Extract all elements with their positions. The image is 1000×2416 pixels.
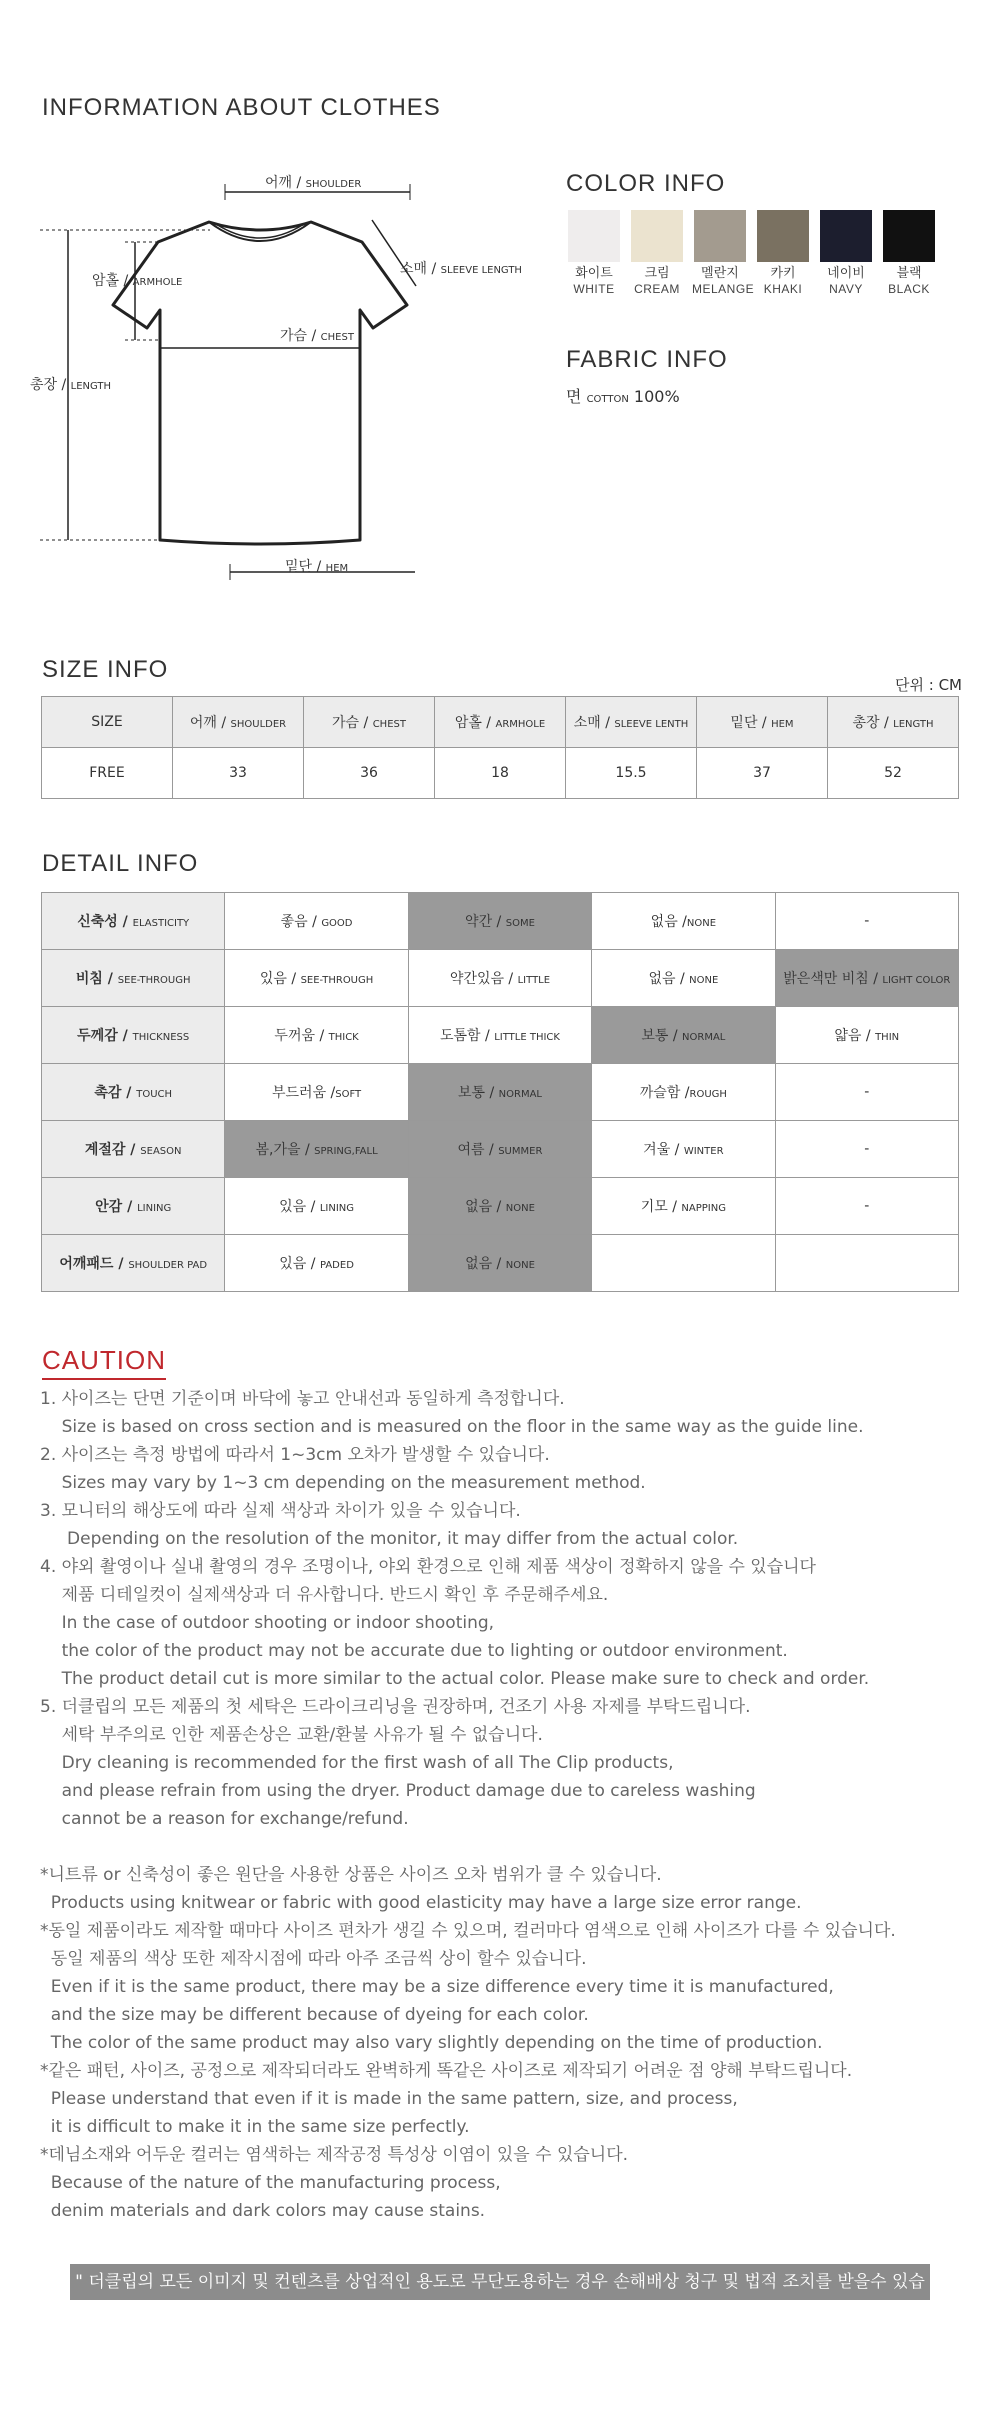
caution-line: Because of the nature of the manufacturing process, bbox=[40, 2173, 501, 2193]
detail-option: 약간있음 / LITTLE bbox=[408, 950, 591, 1007]
size-header-cell: 밑단 / HEM bbox=[697, 697, 828, 748]
detail-option: 없음 / NONE bbox=[408, 1235, 591, 1292]
length-label: 총장 / LENGTH bbox=[30, 377, 112, 393]
caution-line: The product detail cut is more similar to the actual color. Please make sure to check and order. bbox=[40, 1669, 870, 1689]
size-table-header bbox=[42, 697, 959, 748]
detail-option: 약간 / SOME bbox=[408, 893, 591, 950]
caution-line: Depending on the resolution of the monitor, it may differ from the actual color. bbox=[40, 1529, 739, 1549]
detail-label: 비침 / SEE-THROUGH bbox=[42, 950, 225, 1007]
caution-line: Dry cleaning is recommended for the first wash of all The Clip products, bbox=[40, 1753, 674, 1773]
detail-option bbox=[592, 1235, 775, 1292]
fabric-info-title: FABRIC INFO bbox=[566, 346, 728, 373]
detail-option: 봄,가을 / SPRING,FALL bbox=[225, 1121, 408, 1178]
detail-option: 보통 / NORMAL bbox=[408, 1064, 591, 1121]
caution-line: and the size may be different because of dyeing for each color. bbox=[40, 2005, 589, 2025]
caution-line: and please refrain from using the dryer. Product damage due to careless washing bbox=[40, 1781, 756, 1801]
detail-option: 얇음 / THIN bbox=[775, 1007, 958, 1064]
caution-line: 3. 모니터의 해상도에 따라 실제 색상과 차이가 있을 수 있습니다. bbox=[40, 1501, 521, 1521]
detail-option: - bbox=[775, 1178, 958, 1235]
detail-option: 부드러움 /SOFT bbox=[225, 1064, 408, 1121]
table-row bbox=[42, 1121, 959, 1178]
caution-line: Sizes may vary by 1~3 cm depending on the measurement method. bbox=[40, 1473, 646, 1493]
size-cell: FREE bbox=[42, 748, 173, 799]
size-header-cell: 소매 / SLEEVE LENTH bbox=[566, 697, 697, 748]
size-cell: 36 bbox=[304, 748, 435, 799]
table-row bbox=[42, 1007, 959, 1064]
swatch-color bbox=[757, 210, 809, 262]
detail-option: 좋음 / GOOD bbox=[225, 893, 408, 950]
caution-line: 제품 디테일컷이 실제색상과 더 유사합니다. 반드시 확인 후 주문해주세요. bbox=[40, 1585, 609, 1605]
detail-option: 여름 / SUMMER bbox=[408, 1121, 591, 1178]
size-unit: 단위 : CM bbox=[895, 676, 962, 694]
fabric-material: 면 COTTON 100% bbox=[566, 387, 680, 406]
size-cell: 33 bbox=[173, 748, 304, 799]
caution-line: Please understand that even if it is made in the same pattern, size, and process, bbox=[40, 2089, 738, 2109]
table-row bbox=[42, 950, 959, 1007]
detail-option: 있음 / SEE-THROUGH bbox=[225, 950, 408, 1007]
size-info-title: SIZE INFO bbox=[42, 656, 169, 683]
detail-table-body bbox=[42, 893, 959, 1292]
detail-label: 촉감 / TOUCH bbox=[42, 1064, 225, 1121]
color-info-title: COLOR INFO bbox=[566, 170, 726, 197]
detail-option: 까슬함 /ROUGH bbox=[592, 1064, 775, 1121]
caution-line: 2. 사이즈는 측정 방법에 따라서 1~3cm 오차가 발생할 수 있습니다. bbox=[40, 1445, 550, 1465]
size-header-cell: SIZE bbox=[42, 697, 173, 748]
detail-option: 있음 / PADED bbox=[225, 1235, 408, 1292]
caution-line: Size is based on cross section and is measured on the floor in the same way as the guide line. bbox=[40, 1417, 864, 1437]
caution-text bbox=[40, 1385, 960, 2225]
caution-line: The color of the same product may also vary slightly depending on the time of production. bbox=[40, 2033, 823, 2053]
caution-line: In the case of outdoor shooting or indoor shooting, bbox=[40, 1613, 495, 1633]
detail-option: 도톰함 / LITTLE THICK bbox=[408, 1007, 591, 1064]
chest-label: 가슴 / CHEST bbox=[280, 328, 354, 344]
table-row bbox=[42, 748, 959, 799]
caution-line: *같은 패턴, 사이즈, 공정으로 제작되더라도 완벽하게 똑같은 사이즈로 제작되기 어려운 점 양해 부탁드립니다. bbox=[40, 2061, 853, 2081]
swatch-black[interactable]: 블랙 BLACK bbox=[881, 210, 937, 296]
table-row bbox=[42, 1064, 959, 1121]
caution-line bbox=[40, 1833, 960, 1861]
caution-line: Products using knitwear or fabric with good elasticity may have a large size error range. bbox=[40, 1893, 802, 1913]
size-header-cell: 암홀 / ARMHOLE bbox=[435, 697, 566, 748]
detail-label: 신축성 / ELASTICITY bbox=[42, 893, 225, 950]
swatch-cream[interactable]: 크림 CREAM bbox=[629, 210, 685, 296]
detail-option: 없음 /NONE bbox=[592, 893, 775, 950]
detail-option: - bbox=[775, 1064, 958, 1121]
caution-line: 4. 야외 촬영이나 실내 촬영의 경우 조명이나, 야외 환경으로 인해 제품 색상이 정확하지 않을 수 있습니다 bbox=[40, 1557, 816, 1577]
detail-label: 두께감 / THICKNESS bbox=[42, 1007, 225, 1064]
swatch-khaki[interactable]: 카키 KHAKI bbox=[755, 210, 811, 296]
copyright-notice: " 더클립의 모든 이미지 및 컨텐츠를 상업적인 용도로 무단도용하는 경우 손해배상 청구 및 법적 조치를 받을수 있습니다. " bbox=[70, 2264, 930, 2300]
caution-line: *니트류 or 신축성이 좋은 원단을 사용한 상품은 사이즈 오차 범위가 클 수 있습니다. bbox=[40, 1865, 662, 1885]
size-table bbox=[41, 696, 959, 799]
caution-title: CAUTION bbox=[42, 1345, 166, 1380]
swatch-color bbox=[820, 210, 872, 262]
page-title: INFORMATION ABOUT CLOTHES bbox=[42, 94, 441, 121]
swatch-color bbox=[631, 210, 683, 262]
swatch-white[interactable]: 화이트 WHITE bbox=[566, 210, 622, 296]
size-cell: 37 bbox=[697, 748, 828, 799]
caution-line: 세탁 부주의로 인한 제품손상은 교환/환불 사유가 될 수 없습니다. bbox=[40, 1725, 543, 1745]
sleeve-label: 소매 / SLEEVE LENGTH bbox=[400, 261, 522, 277]
caution-line: *동일 제품이라도 제작할 때마다 사이즈 편차가 생길 수 있으며, 컬러마다 염색으로 인해 사이즈가 다를 수 있습니다. bbox=[40, 1921, 896, 1941]
detail-info-title: DETAIL INFO bbox=[42, 850, 199, 877]
table-row bbox=[42, 1178, 959, 1235]
detail-option: - bbox=[775, 1121, 958, 1178]
caution-line: 5. 더클립의 모든 제품의 첫 세탁은 드라이크리닝을 권장하며, 건조기 사용 자제를 부탁드립니다. bbox=[40, 1697, 751, 1717]
caution-line: 1. 사이즈는 단면 기준이며 바닥에 놓고 안내선과 동일하게 측정합니다. bbox=[40, 1389, 565, 1409]
detail-option: 두꺼움 / THICK bbox=[225, 1007, 408, 1064]
swatch-melange[interactable]: 멜란지 MELANGE bbox=[692, 210, 748, 296]
caution-line: Even if it is the same product, there may be a size difference every time it is manufactured, bbox=[40, 1977, 834, 1997]
detail-table bbox=[41, 892, 959, 1292]
detail-option: 보통 / NORMAL bbox=[592, 1007, 775, 1064]
table-row bbox=[42, 1235, 959, 1292]
armhole-label: 암홀 / ARMHOLE bbox=[92, 273, 183, 289]
caution-line: it is difficult to make it in the same size perfectly. bbox=[40, 2117, 470, 2137]
detail-option: 없음 / NONE bbox=[408, 1178, 591, 1235]
size-cell: 18 bbox=[435, 748, 566, 799]
swatch-color bbox=[883, 210, 935, 262]
caution-line: 동일 제품의 색상 또한 제작시점에 따라 아주 조금씩 상이 할수 있습니다. bbox=[40, 1949, 587, 1969]
size-header-cell: 가슴 / CHEST bbox=[304, 697, 435, 748]
table-row bbox=[42, 893, 959, 950]
detail-option: - bbox=[775, 893, 958, 950]
caution-line: denim materials and dark colors may cause stains. bbox=[40, 2201, 486, 2221]
size-cell: 52 bbox=[828, 748, 959, 799]
caution-line: *데님소재와 어두운 컬러는 염색하는 제작공정 특성상 이염이 있을 수 있습니다. bbox=[40, 2145, 629, 2165]
swatch-color bbox=[568, 210, 620, 262]
detail-option: 겨울 / WINTER bbox=[592, 1121, 775, 1178]
detail-option bbox=[775, 1235, 958, 1292]
size-header-cell: 어깨 / SHOULDER bbox=[173, 697, 304, 748]
swatch-color bbox=[694, 210, 746, 262]
swatch-navy[interactable]: 네이비 NAVY bbox=[818, 210, 874, 296]
detail-label: 안감 / LINING bbox=[42, 1178, 225, 1235]
shoulder-label: 어깨 / SHOULDER bbox=[265, 175, 362, 191]
size-cell: 15.5 bbox=[566, 748, 697, 799]
detail-option: 밝은색만 비침 / LIGHT COLOR bbox=[775, 950, 958, 1007]
detail-option: 없음 / NONE bbox=[592, 950, 775, 1007]
detail-option: 있음 / LINING bbox=[225, 1178, 408, 1235]
caution-line: the color of the product may not be accurate due to lighting or outdoor environment. bbox=[40, 1641, 788, 1661]
detail-label: 계절감 / SEASON bbox=[42, 1121, 225, 1178]
detail-option: 기모 / NAPPING bbox=[592, 1178, 775, 1235]
hem-label: 밑단 / HEM bbox=[285, 559, 349, 575]
caution-line: cannot be a reason for exchange/refund. bbox=[40, 1809, 409, 1829]
detail-label: 어깨패드 / SHOULDER PAD bbox=[42, 1235, 225, 1292]
size-header-cell: 총장 / LENGTH bbox=[828, 697, 959, 748]
